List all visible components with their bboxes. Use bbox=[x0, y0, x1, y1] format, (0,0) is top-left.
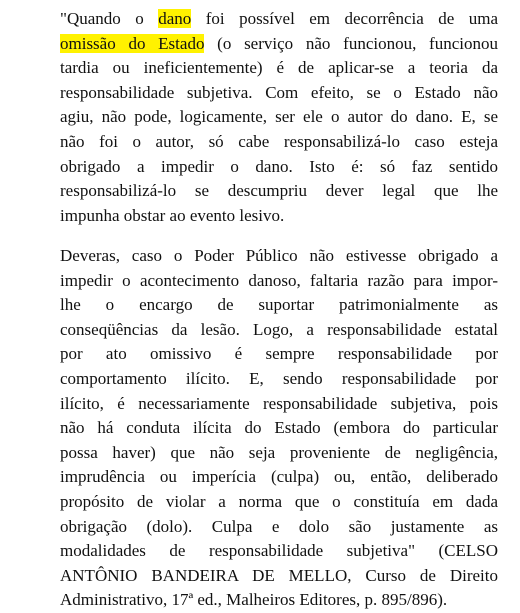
text-line bbox=[60, 465, 498, 490]
text-run: não há conduta ilícita do Estado (embora do particular bbox=[60, 418, 498, 438]
text-line bbox=[60, 32, 498, 57]
text-run: "Quando o bbox=[60, 9, 159, 28]
text-run: Administrativo, 17ª ed., Malheiros Editores, p. 895/896). bbox=[60, 590, 448, 610]
text-run: conseqüências da lesão. Logo, a responsabilidade estatal bbox=[60, 319, 498, 339]
text-line bbox=[60, 244, 498, 269]
quote-paragraph-1 bbox=[60, 7, 498, 228]
text-run: ilícito, é necessariamente responsabilidade subjetiva, pois bbox=[60, 393, 498, 413]
text-line bbox=[60, 56, 498, 81]
text-run: impedir o acontecimento danoso, faltaria razão para impor- bbox=[60, 270, 498, 290]
text-line bbox=[60, 588, 498, 613]
text-run: foi possível em decorrência de uma bbox=[191, 9, 498, 28]
text-run: possa haver) que não seja proveniente de negligência, bbox=[60, 442, 498, 462]
text-run: agiu, não pode, logicamente, ser ele o autor do dano. E, se bbox=[60, 107, 498, 127]
text-line bbox=[60, 564, 498, 589]
text-run: impunha obstar ao evento lesivo. bbox=[60, 205, 285, 225]
text-line bbox=[60, 539, 498, 564]
text-line bbox=[60, 367, 498, 392]
text-run: não foi o autor, só cabe responsabilizá-lo caso esteja bbox=[60, 131, 498, 151]
text-line bbox=[60, 7, 498, 32]
text-run: modalidades de responsabilidade subjetiva" (CELSO bbox=[60, 541, 498, 561]
text-line bbox=[60, 392, 498, 417]
text-line bbox=[60, 293, 498, 318]
highlighted-text: dano bbox=[158, 9, 192, 28]
text-run: propósito de violar a norma que o constituía em dada bbox=[60, 491, 498, 511]
text-line bbox=[60, 416, 498, 441]
text-run: por ato omissivo é sempre responsabilidade por bbox=[60, 344, 498, 364]
text-line bbox=[60, 342, 498, 367]
text-line bbox=[60, 179, 498, 204]
text-run: responsabilizá-lo se descumpriu dever legal que lhe bbox=[60, 181, 498, 201]
text-run: Deveras, caso o Poder Público não estivesse obrigado a bbox=[60, 246, 498, 265]
text-run: obrigado a impedir o dano. Isto é: só faz sentido bbox=[60, 156, 498, 176]
text-line bbox=[60, 81, 498, 106]
text-run: lhe o encargo de suportar patrimonialmente as bbox=[60, 295, 498, 315]
text-line bbox=[60, 204, 498, 229]
text-run: tardia ou ineficientemente) é de aplicar-se a teoria da bbox=[60, 58, 498, 78]
text-run: obrigação (dolo). Culpa e dolo são justamente as bbox=[60, 516, 498, 536]
text-run: ANTÔNIO BANDEIRA DE MELLO, Curso de Direito bbox=[60, 565, 498, 585]
text-run: (o serviço não funcionou, funcionou bbox=[204, 33, 498, 53]
text-line bbox=[60, 130, 498, 155]
highlighted-text: omissão do Estado bbox=[60, 33, 205, 53]
text-line bbox=[60, 490, 498, 515]
document-page bbox=[60, 0, 498, 612]
text-run: responsabilidade subjetiva. Com efeito, se o Estado não bbox=[60, 82, 498, 102]
text-line bbox=[60, 105, 498, 130]
quote-paragraph-2 bbox=[60, 244, 498, 613]
text-line bbox=[60, 155, 498, 180]
text-run: imprudência ou imperícia (culpa) ou, então, deliberado bbox=[60, 467, 498, 487]
text-line bbox=[60, 441, 498, 466]
text-line bbox=[60, 515, 498, 540]
text-line bbox=[60, 269, 498, 294]
text-line bbox=[60, 318, 498, 343]
text-run: comportamento ilícito. E, sendo responsabilidade por bbox=[60, 368, 498, 388]
